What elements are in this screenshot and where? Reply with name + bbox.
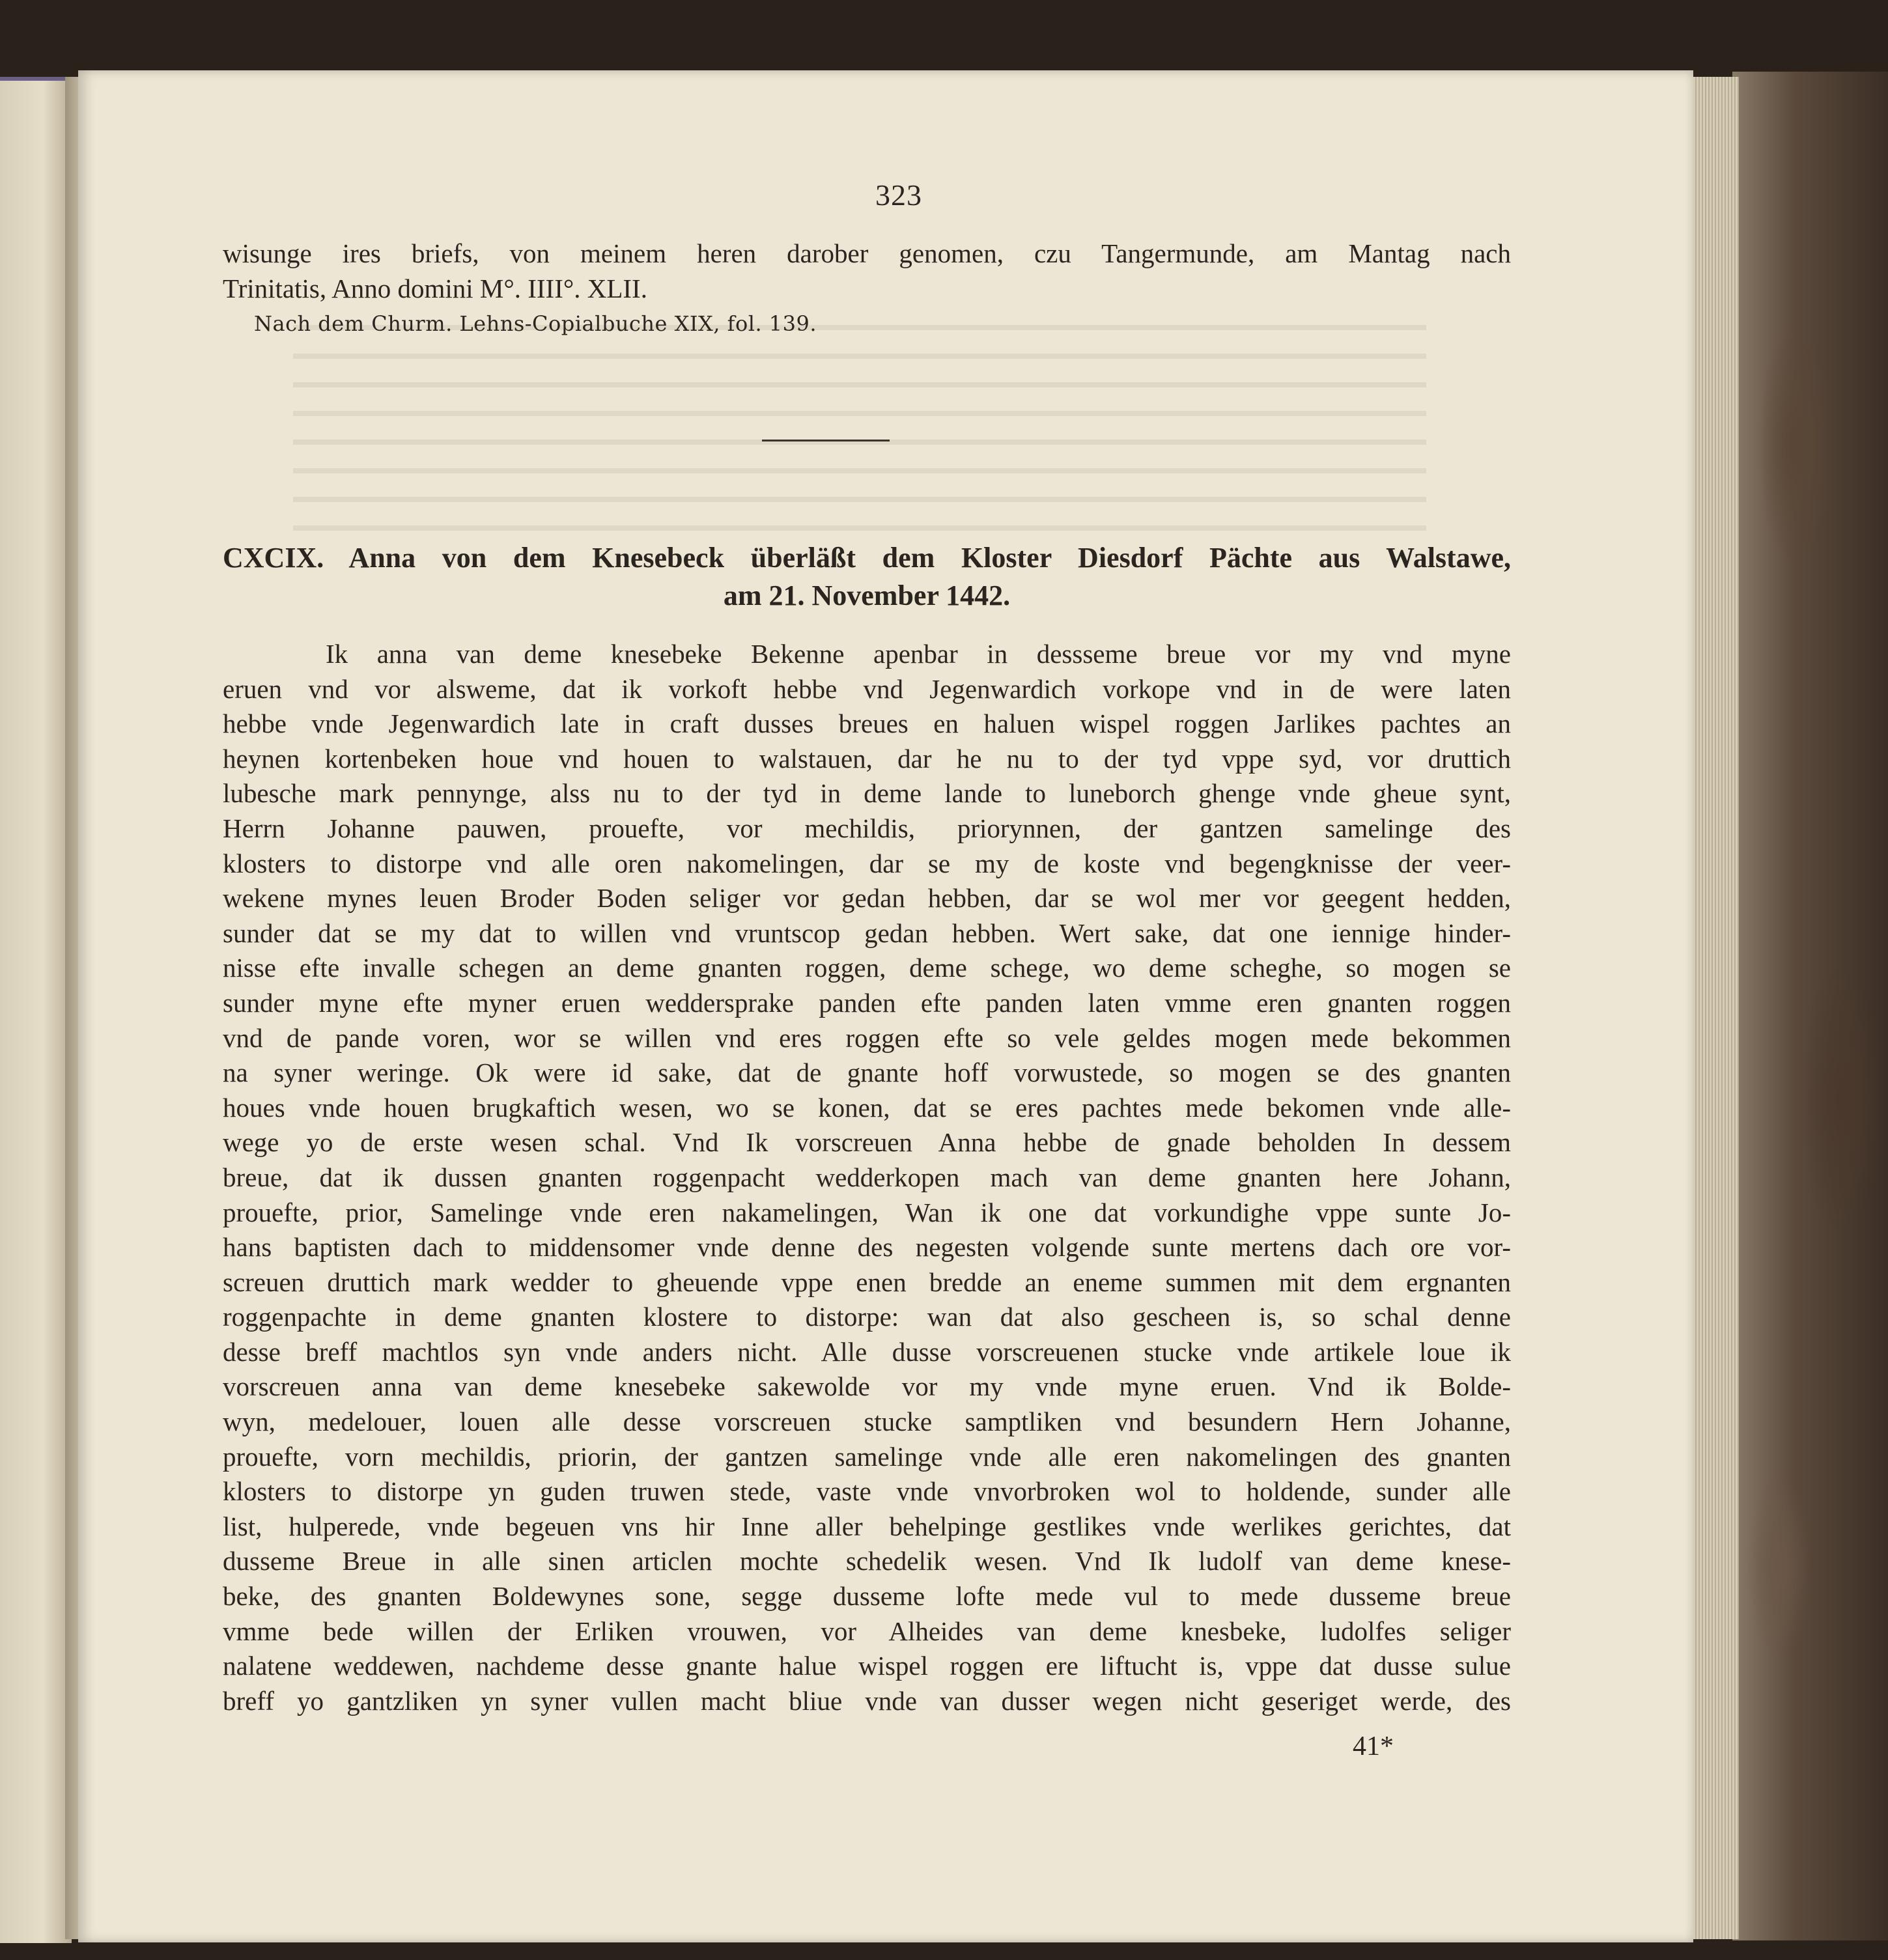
body-line: prouefte, prior, Samelinge vnde eren nakamelingen, Wan ik one dat vorkundighe vppe sunte Jo- [223, 1197, 1511, 1227]
body-line: wekene mynes leuen Broder Boden seliger vor gedan hebben, dar se wol mer vor geegent hedden, [223, 883, 1511, 914]
heading-line: CXCIX. Anna von dem Knesebeck überläßt dem Kloster Diesdorf Pächte aus Walstawe, [223, 542, 1511, 574]
body-line: Ik anna van deme knesebeke Bekenne apenbar in dessseme breue vor my vnd myne [326, 639, 1511, 669]
body-line: hans baptisten dach to middensomer vnde denne des negesten volgende sunte mertens dach ore vor- [223, 1232, 1511, 1263]
body-line: vmme bede willen der Erliken vrouwen, vor Alheides van deme knesbeke, ludolfes seliger [223, 1616, 1511, 1646]
body-line: klosters to distorpe vnd alle oren nakomelingen, dar se my de koste vnd begengknisse der veer- [223, 848, 1511, 878]
page-number: 323 [875, 178, 922, 212]
body-line: sunder dat se my dat to willen vnd vruntscop gedan hebben. Wert sake, dat one iennige hinder- [223, 917, 1511, 948]
body-line: desse breff machtlos syn vnde anders nicht. Alle dusse vorscreuenen stucke vnde artikele loue ik [223, 1336, 1511, 1367]
body-line: dusseme Breue in alle sinen articlen mochte schedelik wesen. Vnd Ik ludolf van deme knese- [223, 1546, 1511, 1576]
section-divider [762, 440, 890, 441]
body-line: wege yo de erste wesen schal. Vnd Ik vorscreuen Anna hebbe de gnade beholden In dessem [223, 1127, 1511, 1158]
body-line: eruen vnd vor alsweme, dat ik vorkoft hebbe vnd Jegenwardich vorkope vnd in de were laten [223, 673, 1511, 704]
body-line: beke, des gnanten Boldewynes sone, segge dusseme lofte mede vul to mede dusseme breue [223, 1581, 1511, 1612]
body-line: hebbe vnde Jegenwardich late in craft dusses breues en haluen wispel roggen Jarlikes pachtes an [223, 708, 1511, 739]
body-line: nisse efte invalle schegen an deme gnanten roggen, deme schege, wo deme scheghe, so mogen se [223, 953, 1511, 983]
body-line: roggenpachte in deme gnanten klostere to distorpe: wan dat also gescheen is, so schal denne [223, 1302, 1511, 1332]
document-body [223, 637, 1511, 1718]
intro-line: wisunge ires briefs, von meinem heren darober genomen, czu Tangermunde, am Mantag nach [223, 238, 1511, 268]
body-line: screuen druttich mark wedder to gheuende vppe enen bredde an eneme summen mit dem ergnanten [223, 1267, 1511, 1297]
body-line: lubesche mark pennynge, alss nu to der tyd in deme lande to luneborch ghenge vnde gheue synt, [223, 778, 1511, 809]
body-line: list, hulperede, vnde begeuen vns hir Inne aller behelpinge gestlikes vnde werlikes gerichtes, dat [223, 1511, 1511, 1541]
intro-line: Trinitatis, Anno domini M°. IIII°. XLII. [223, 273, 647, 303]
body-line: nalatene weddewen, nachdeme desse gnante halue wispel roggen ere liftucht is, vppe dat dusse sulue [223, 1651, 1511, 1681]
body-line: vorscreuen anna van deme knesebeke sakewolde vor my vnde myne eruen. Vnd ik Bolde- [223, 1371, 1511, 1402]
book-page [78, 70, 1693, 1942]
body-line: breff yo gantzliken yn syner vullen macht bliue vnde van dusser wegen nicht geseriget werde, des [223, 1685, 1511, 1716]
heading-date: am 21. November 1442. [723, 580, 1011, 611]
body-line: wyn, medelouer, louen alle desse vorscreuen stucke samptliken vnd besundern Hern Johanne, [223, 1407, 1511, 1437]
folio-signature: 41* [1353, 1731, 1394, 1761]
body-line: sunder myne efte myner eruen weddersprake panden efte panden laten vmme eren gnanten roggen [223, 987, 1511, 1018]
source-citation: Nach dem Churm. Lehns-Copialbuche XIX, fol. 139. [254, 311, 817, 336]
body-line: vnd de pande voren, wor se willen vnd eres roggen efte so vele geldes mogen mede bekommen [223, 1022, 1511, 1053]
page-stack-edge [1687, 77, 1739, 1939]
facing-page-edge [0, 77, 72, 1943]
intro-text [223, 236, 1511, 306]
show-through-bleed [293, 301, 1426, 549]
body-line: prouefte, vorn mechildis, priorin, der gantzen samelinge vnde alle eren nakomelingen des gnanten [223, 1441, 1511, 1472]
body-line: houes vnde houen brugkaftich wesen, wo se konen, dat se eres pachtes mede bekomen vnde alle- [223, 1092, 1511, 1123]
body-line: breue, dat ik dussen gnanten roggenpacht wedderkopen mach van deme gnanten here Johann, [223, 1162, 1511, 1192]
body-line: Herrn Johanne pauwen, prouefte, vor mechildis, priorynnen, der gantzen samelinge des [223, 813, 1511, 843]
body-line: na syner weringe. Ok were id sake, dat de gnante hoff vorwustede, so mogen se des gnanten [223, 1057, 1511, 1088]
document-heading [223, 539, 1511, 615]
marbled-cover [1732, 72, 1888, 1940]
body-line: heynen kortenbeken houe vnd houen to walstauen, dar he nu to der tyd vppe syd, vor druttich [223, 743, 1511, 774]
body-line: klosters to distorpe yn guden truwen stede, vaste vnde vnvorbroken wol to holdende, sunder alle [223, 1476, 1511, 1507]
